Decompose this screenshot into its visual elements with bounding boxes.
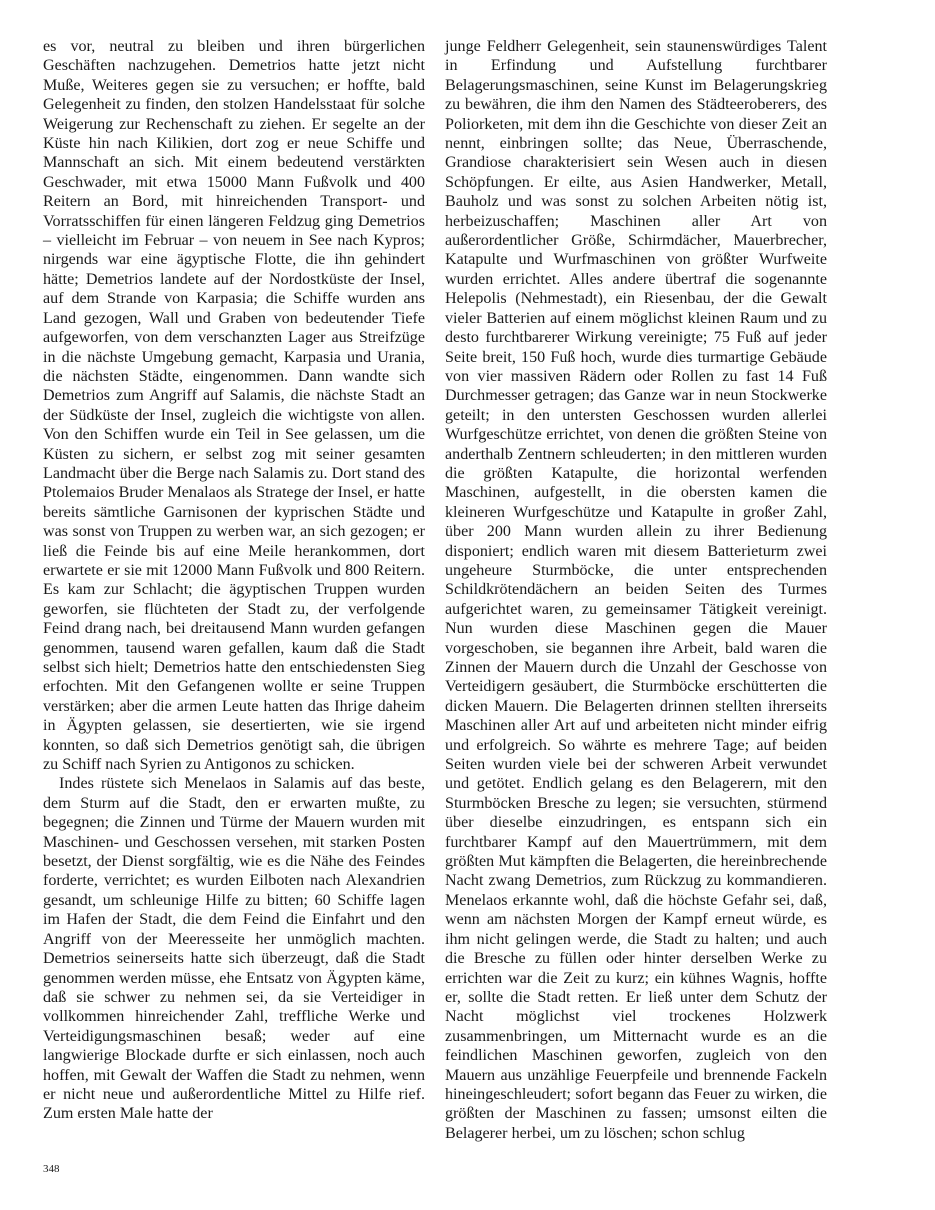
page-number: 348: [43, 1163, 60, 1175]
right-column: [445, 37, 827, 1143]
left-column: [43, 37, 425, 1124]
left-paragraph-2: Indes rüstete sich Menelaos in Salamis auf das beste, dem Sturm auf die Stadt, den er erwarten mußte, zu begegnen; die Zinnen und Türme der Mauern wurden mit Maschinen- und Geschossen versehen, mit starken Posten besetzt, der Dienst sorgfältig, wie es die Nähe des Feindes forderte, verrichtet; es wurden Eilboten nach Alexandrien gesandt, um schleunige Hilfe zu bitten; 60 Schiffe lagen im Hafen der Stadt, die dem Feind die Einfahrt und den Angriff von der Meeresseite her unmöglich machten. Demetrios seinerseits hatte sich überzeugt, daß die Stadt genommen werden müsse, ehe Entsatz von Ägypten käme, daß sie schwer zu nehmen sei, da sie Verteidiger in vollkommen hinreichender Zahl, treffliche Werke und Verteidigungsmaschinen besaß; weder auf eine langwierige Blockade durfte er sich einlassen, noch auch hoffen, mit Gewalt der Waffen die Stadt zu nehmen, wenn er nicht neue und außerordentliche Mittel zu Hilfe rief. Zum ersten Male hatte der: [43, 775, 425, 1123]
right-paragraph-1: junge Feldherr Gelegenheit, sein staunenswürdiges Talent in Erfindung und Aufstellung furchtbarer Belagerungsmaschinen, seine Kunst im Belagerungskrieg zu bewähren, die ihm den Namen des Städteeroberers, des Poliorketen, mit dem ihn die Geschichte von dieser Zeit an nennt, einbringen sollte; das Neue, Überraschende, Grandiose charakterisiert sein Wesen auch in diesen Schöpfungen. Er eilte, aus Asien Handwerker, Metall, Bauholz und was sonst zu solchen Arbeiten nötig ist, herbeizuschaffen; Maschinen aller Art von außerordentlicher Größe, Schirmdächer, Mauerbrecher, Katapulte und Wurfmaschinen von größter Wurfweite wurden errichtet. Alles andere übertraf die sogenannte Helepolis (Nehmestadt), ein Riesenbau, der die Gewalt vieler Batterien auf einem möglichst kleinen Raum und zu desto furchtbarerer Wirkung vereinigte; 75 Fuß auf jeder Seite breit, 150 Fuß hoch, wurde dies turmartige Gebäude von vier massiven Rädern oder Rollen zu fast 14 Fuß Durchmesser getragen; das Ganze war in neun Stockwerke geteilt; in den untersten Geschossen wurden allerlei Wurfgeschütze errichtet, von denen die größten Steine von anderthalb Zentnern schleuderten; in den mittleren wurden die größten Katapulte, die horizontal werfenden Maschinen, aufgestellt, in die obersten kamen die kleineren Wurfgeschütze und Katapulte in großer Zahl, über 200 Mann wurden allein zu ihrer Bedienung disponiert; endlich waren mit diesem Batterieturm zwei ungeheure Sturmböcke, die unter entsprechenden Schildkrötendächern an beiden Seiten des Turmes aufgerichtet waren, zu gemeinsamer Tätigkeit vereinigt. Nun wurden diese Maschinen gegen die Mauer vorgeschoben, sie begannen ihre Arbeit, bald waren die Zinnen der Mauern durch die Unzahl der Geschosse von Verteidigern gesäubert, die Sturmböcke erschütterten die dicken Mauern. Die Belagerten drinnen stellten ihrerseits Maschinen aller Art auf und arbeiteten nicht minder eifrig und erfolgreich. So währte es mehrere Tage; auf beiden Seiten wurden viele bei der schweren Arbeit verwundet und getötet. Endlich gelang es den Belagerern, mit den Sturmböcken Bresche zu legen; sie versuchten, stürmend über dieselbe einzudringen, es entspann sich ein furchtbarer Kampf auf den Mauertrümmern, mit dem größten Mut kämpften die Belagerten, die hereinbrechende Nacht zwang Demetrios, zum Rückzug zu kommandieren. Menelaos erkannte wohl, daß die höchste Gefahr sei, daß, wenn am nächsten Morgen der Kampf erneut würde, es ihm nicht gelingen werde, die Stadt zu halten; und auch die Bresche zu füllen oder hinter derselben Werke zu errichten war die Zeit zu kurz; ein kühnes Wagnis, hoffte er, sollte die Stadt retten. Er ließ unter dem Schutz der Nacht möglichst viel trockenes Holzwerk zusammenbringen, um Mitternacht wurde es an die feindlichen Maschinen geworfen, zugleich von den Mauern aus unzählige Feuerpfeile und brennende Fackeln hineingeschleudert; sofort begann das Feuer zu wirken, die größten der Maschinen zu fassen; umsonst eilten die Belagerer herbei, um zu löschen; schon schlug: [445, 38, 827, 1142]
left-paragraph-1: es vor, neutral zu bleiben und ihren bürgerlichen Geschäften nachzugehen. Demetrios hatte jetzt nicht Muße, Weiteres gegen sie zu versuchen; er hoffte, bald Gelegenheit zu finden, den stolzen Handelsstaat für solche Weigerung zur Rechenschaft zu ziehen. Er segelte an der Küste hin nach Kilikien, dort zog er neue Schiffe und Mannschaft an sich. Mit einem bedeutend verstärkten Geschwader, mit etwa 15000 Mann Fußvolk und 400 Reitern an Bord, mit hinreichenden Transport- und Vorratsschiffen für einen längeren Feldzug ging Demetrios – vielleicht im Februar – von neuem in See nach Kypros; nirgends war eine ägyptische Flotte, die ihn gehindert hätte; Demetrios landete auf der Nordostküste der Insel, auf dem Strande von Karpasia; die Schiffe wurden ans Land gezogen, Wall und Graben von bedeutender Tiefe aufgeworfen, von dem verschanzten Lager aus Streifzüge in die nächste Umgebung gemacht, Karpasia und Urania, die nächsten Städte, eingenommen. Dann wandte sich Demetrios zum Angriff auf Salamis, die nächste Stadt an der Südküste der Insel, zugleich die wichtigste von allen. Von den Schiffen wurde ein Teil in See gelassen, um die Küsten zu sichern, er selbst zog mit seiner gesamten Landmacht über die Berge nach Salamis zu. Dort stand des Ptolemaios Bruder Menalaos als Stratege der Insel, er hatte bereits sämtliche Garnisonen der kyprischen Städte und was sonst von Truppen zu werben war, an sich gezogen; er ließ die Feinde bis auf eine Meile herankommen, dort erwartete er sie mit 12000 Mann Fußvolk und 800 Reitern. Es kam zur Schlacht; die ägyptischen Truppen wurden geworfen, sie flüchteten der Stadt zu, der verfolgende Feind drang nach, bei dreitausend Mann wurden gefangen genommen, tausend waren gefallen, kaum daß die Stadt selbst sich hielt; Demetrios hatte den entschiedensten Sieg erfochten. Mit den Gefangenen wollte er seine Truppen verstärken; aber die armen Leute hatten das Ihrige daheim in Ägypten gelassen, sie desertierten, wie sie irgend konnten, so daß sich Demetrios genötigt sah, die übrigen zu Schiff nach Syrien zu Antigonos zu schicken.: [43, 38, 425, 774]
